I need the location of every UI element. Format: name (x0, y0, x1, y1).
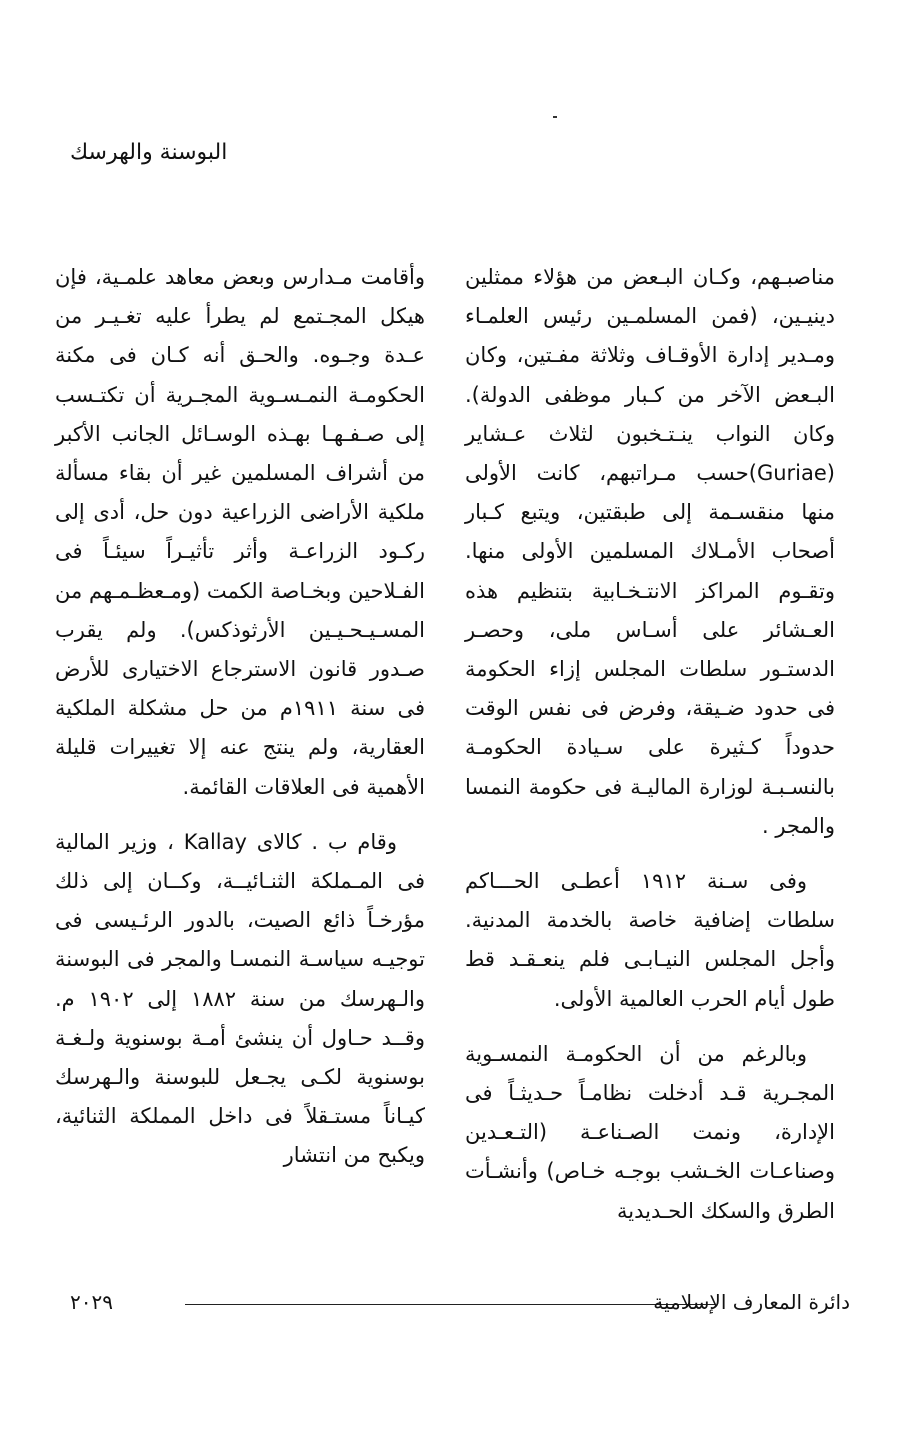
page-number: ٢٠٢٩ (70, 1290, 113, 1314)
publication-title: دائرة المعارف الإسلامية (653, 1290, 850, 1314)
paragraph: وفى سـنة ١٩١٢ أعطـى الحـــاكم سلطات إضافية خاصة بالخدمة المدنية. وأجل المجلس النيـابـى فلم ينعـقـد قط طول أيام الحرب العالمية الأولى. (465, 869, 835, 1011)
right-column (465, 258, 835, 1247)
print-speck (553, 116, 557, 118)
paragraph: وقام ب . كالاى Kallay ، وزير المالية فى المـملكة الثنـائيــة، وكــان إلى ذلك مؤرخـاً ذائع الصيت، بالدور الرئـيسى فى توجيـه سياسـة النمسـا والمجر فى البوسنة والـهرسك من سنة ١٨٨٢ إلى ١٩٠٢ م. وقــد حـاول أن ينشئ أمـة بوسنوية ولـغـة بوسنوية لكـى يجـعل للبوسنة والـهرسك كيـاناً مستـقلاً فى داخل المملكة الثنائية، ويكبح من انتشار (55, 829, 425, 1168)
footer-divider (185, 1304, 715, 1305)
running-header: البوسنة والهرسك (70, 140, 228, 165)
paragraph: وبالرغم من أن الحكومـة النمسـوية المجـرية قـد أدخلت نظامـاً حـديثـاً فى الإدارة، ونمت الصـناعـة (التـعـدين وصناعـات الخـشب بوجـه خـاص) وأنشـأت الطرق والسكك الحـديدية (465, 1041, 835, 1223)
left-column (55, 258, 425, 1192)
paragraph: مناصبـهم، وكـان البـعض من هؤلاء ممثلين دينيـين، (فمن المسلمـين رئيس العلمـاء ومـدير إدارة الأوقـاف وثلاثة مفـتين، وكان البـعض الآخر من كـبار موظفى الدولة). وكان النواب ينـتـخبون لثلاث عـشاير (Guriae)حسب مـراتبهم، كانت الأولى منها منقسـمة إلى طبقتين، ويتبع كـبار أصحاب الأمـلاك المسلمين الأولى منها. وتقـوم المراكز الانتـخـابية بتنظيم هذه العـشائر على أسـاس ملى، وحصـر الدستـور سلطات المجلس إزاء الحكومة فى حدود ضـيقة، وفرض فى نفس الوقت حدوداً كـثيرة على سـيادة الحكومـة بالنسـبـة لوزارة الماليـة فى حكومة النمسا والمجر . (465, 265, 835, 838)
paragraph: وأقامت مـدارس وبعض معاهد علمـية، فإن هيكل المجـتمع لم يطرأ عليه تغـيـر من عـدة وجـوه. والحـق أنه كـان فى مكنة الحكومـة النمـسـوية المجـرية أن تكتـسب إلى صـفـهـا بهـذه الوسـائل الجانب الأكبر من أشراف المسلمين غير أن بقاء مسألة ملكية الأراضى الزراعية دون حل، أدى إلى ركـود الزراعـة وأثر تأثيـراً سيئـاً فى الفـلاحين وبخـاصة الكمت (ومـعظـمـهم من المسـيـحـيـين الأرثوذكس). ولم يقرب صـدور قانون الاسترجاع الاختيارى للأرض فى سنة ١٩١١م من حل مشكلة الملكية العقارية، ولم ينتج عنه إلا تغييرات قليلة الأهمية فى العلاقات القائمة. (55, 265, 425, 799)
page-footer (60, 1290, 850, 1320)
